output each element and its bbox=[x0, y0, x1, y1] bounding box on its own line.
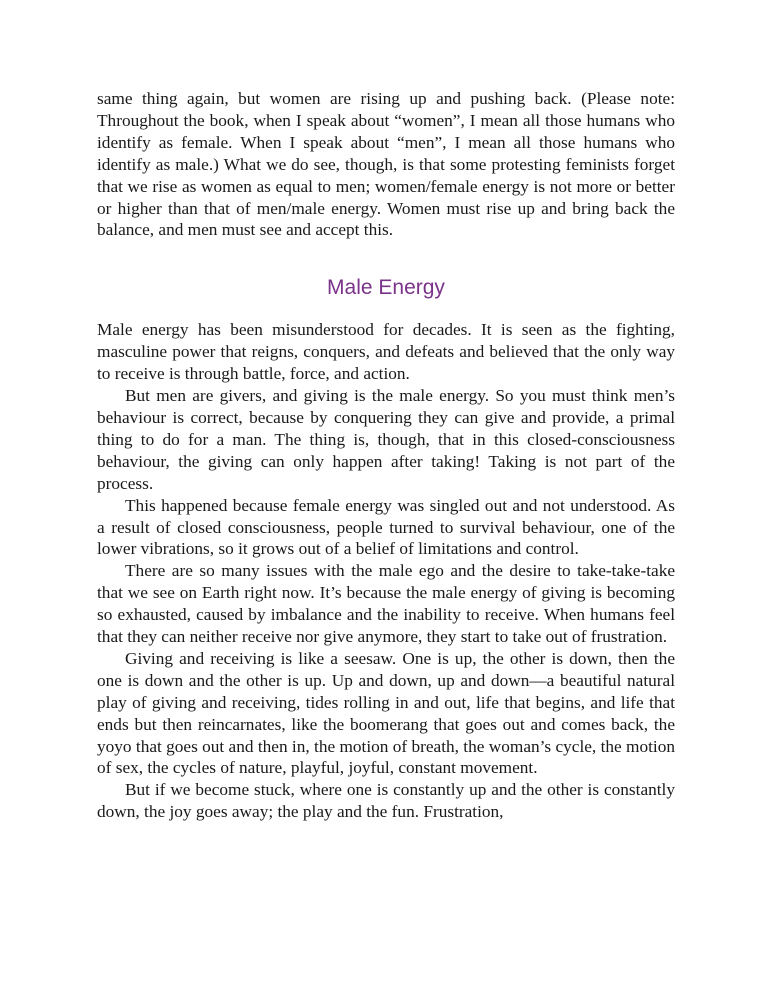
section-heading: Male Energy bbox=[327, 276, 445, 300]
body-paragraph: But if we become stuck, where one is constantly up and the other is constantly down, the joy goes away; the play and the fun. Frustration, bbox=[97, 780, 675, 822]
body-paragraph: Giving and receiving is like a seesaw. One is up, the other is down, then the one is down and the other is up. Up and down, up and down—a beautiful natural play of giving and receiving, tides rolling in and out, life that begins, and life that ends but then reincarnates, like the boomerang that goes out and comes back, the yoyo that goes out and then in, the motion of breath, the woman’s cycle, the motion of sex, the cycles of nature, playful, joyful, constant movement. bbox=[97, 648, 675, 778]
body-paragraph: But men are givers, and giving is the male energy. So you must think men’s behaviour is correct, because by conquering they can give and provide, a primal thing to do for a man. The thing is, though, that in this closed-consciousness behaviour, the giving can only happen after taking! Taking is not part of the process. bbox=[97, 386, 675, 493]
body-paragraph: same thing again, but women are rising up and pushing back. (Please note: Throughout the book, when I speak about “women”, I mean all those humans who identify as female. When I speak about “men”, I mean all those humans who identify as male.) What we do see, though, is that some protesting feminists forget that we rise as women as equal to men; women/female energy is not more or better or higher than that of men/male energy. Women must rise up and bring back the balance, and men must see and accept this. bbox=[97, 89, 675, 240]
body-paragraph: Male energy has been misunderstood for decades. It is seen as the fighting, masculine power that reigns, conquers, and defeats and believed that the only way to receive is through battle, force, and action. bbox=[97, 320, 675, 384]
body-paragraph: There are so many issues with the male ego and the desire to take-take-take that we see on Earth right now. It’s because the male energy of giving is becoming so exhausted, caused by imbalance and the inability to receive. When humans feel that they can neither receive nor give anymore, they start to take out of frustration. bbox=[97, 561, 675, 647]
body-paragraph: This happened because female energy was singled out and not understood. As a result of closed consciousness, people turned to survival behaviour, one of the lower vibrations, so it grows out of a belief of limitations and control. bbox=[97, 495, 675, 559]
book-page bbox=[97, 88, 675, 823]
